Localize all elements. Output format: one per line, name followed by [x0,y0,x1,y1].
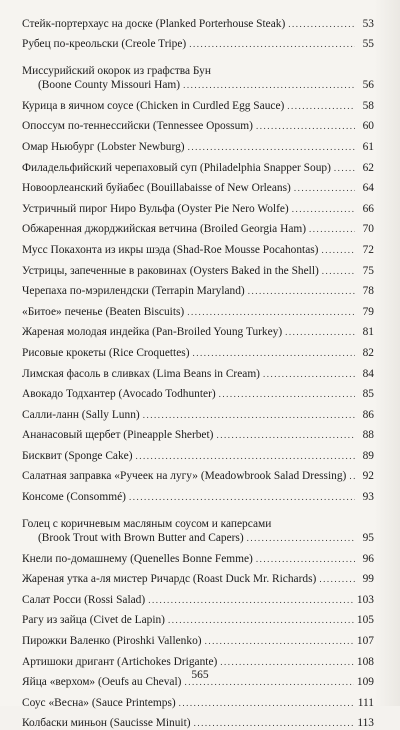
toc-entry [22,133,374,154]
toc-entry-continuation [22,531,374,545]
toc-entry-page: 109 [356,676,374,689]
toc-entry [22,154,374,175]
dot-leader [292,205,355,214]
dot-leader [143,411,355,420]
page-edge-shadow [374,0,400,706]
toc-entry [22,381,374,402]
dot-leader [285,328,355,337]
toc-entry-title: Омар Ньюбург (Lobster Newburg) [22,140,185,153]
toc-entry [22,566,374,587]
toc-entry [22,195,374,216]
toc-entry [22,504,374,545]
toc-entry-title: Обжаренная джорджийская ветчина (Broiled Georgia Ham) [22,223,307,236]
toc-entry-title: Рагу из зайца (Civet de Lapin) [22,614,165,627]
toc-entry-page: 81 [362,326,374,339]
toc-entry-title: Ананасовый щербет (Pineapple Sherbet) [22,429,214,442]
toc-entry-continuation [22,78,374,92]
toc-entry-title: Черепаха по-мэрилендски (Terrapin Maryland) [22,285,245,298]
toc-entry-page: 92 [362,470,374,483]
toc-entry-page: 113 [357,717,374,730]
dot-leader [256,555,355,564]
toc-entry-page: 99 [362,573,374,586]
toc-entry [22,648,374,669]
toc-entry-page: 75 [362,264,374,277]
toc-entry-title: Кнели по-домашнему (Quenelles Bonne Femme) [22,552,253,565]
dot-leader [179,699,355,708]
toc-entry-title: Стейк-портерхаус на доске (Planked Porterhouse Steak) [22,17,286,30]
toc-entry [22,257,374,278]
dot-leader [263,370,355,379]
toc-entry [22,463,374,484]
toc-entry-title: Артишоки дригант (Artichokes Drigante) [22,655,218,668]
toc-entry-page: 78 [362,285,374,298]
toc-entry [22,401,374,422]
toc-entry [22,586,374,607]
toc-entry-title: Устричный пирог Ниро Вульфа (Oyster Pie Nero Wolfe) [22,202,289,215]
toc-entry [22,51,374,92]
toc-entry [22,113,374,134]
toc-entry-title: Салатная заправка «Ручеек на лугу» (Meadowbrook Salad Dressing) [22,470,347,483]
dot-leader [247,534,355,543]
toc-entry-title-continued: (Brook Trout with Brown Butter and Capers) [38,532,244,545]
dot-leader [256,122,355,131]
toc-entry [22,298,374,319]
dot-leader [205,637,354,646]
toc-entry-page: 84 [362,367,374,380]
toc-entry-title: Салли-ланн (Sally Lunn) [22,408,140,421]
dot-leader [187,308,355,317]
toc-entry-page: 111 [357,696,374,709]
toc-entry [22,442,374,463]
dot-leader [183,81,355,90]
dot-leader [192,349,355,358]
toc-entry-page: 108 [356,655,374,668]
toc-entry-page: 85 [362,388,374,401]
toc-entry-page: 66 [362,202,374,215]
page-number: 565 [191,669,209,681]
toc-entry-page: 107 [356,635,374,648]
toc-entry-title: Яйца «верхом» (Oeufs au Cheval) [22,676,182,689]
dot-leader [136,452,355,461]
dot-leader [168,616,354,625]
table-of-contents [22,10,374,730]
dot-leader [216,431,355,440]
dot-leader [148,596,354,605]
dot-leader [319,575,355,584]
toc-entry-page: 55 [362,38,374,51]
toc-entry-page: 72 [362,243,374,256]
toc-entry [22,278,374,299]
toc-entry-page: 70 [362,223,374,236]
toc-entry-title: Соус «Весна» (Sauce Printemps) [22,696,176,709]
toc-entry-page: 61 [362,140,374,153]
toc-entry-title: Консоме (Consommé) [22,491,126,504]
toc-entry-title: Курица в яичном соусе (Chicken in Curdled Egg Sauce) [22,99,285,112]
toc-entry-title: Бисквит (Sponge Cake) [22,449,133,462]
dot-leader [188,143,355,152]
toc-entry-title: Жареная утка а-ля мистер Ричардс (Roast Duck Mr. Richards) [22,573,317,586]
toc-entry [22,175,374,196]
toc-entry-title: Миссурийский окорок из графства Бун [22,65,211,78]
toc-entry-title: Салат Росси (Rossi Salad) [22,593,146,606]
toc-entry [22,607,374,628]
toc-entry-title: Устрицы, запеченные в раковинах (Oysters Baked in the Shell) [22,264,319,277]
toc-entry-title: Опоссум по-теннессийски (Tennessee Opossum) [22,120,253,133]
toc-entry-page: 60 [362,120,374,133]
toc-entry-title: Колбаски миньон (Saucisse Minuit) [22,717,191,730]
toc-entry [22,422,374,443]
dot-leader [294,184,355,193]
toc-entry-page: 105 [356,614,374,627]
dot-leader [334,164,355,173]
toc-entry-title: Новоорлеанский буйабес (Bouillabaisse of New Orleans) [22,182,291,195]
dot-leader [220,658,354,667]
dot-leader [322,267,355,276]
dot-leader [349,472,355,481]
dot-leader [194,719,355,728]
dot-leader [309,225,355,234]
toc-entry-title: Лимская фасоль в сливках (Lima Beans in Cream) [22,367,260,380]
toc-entry [22,339,374,360]
toc-entry-title: Рисовые крокеты (Rice Croquettes) [22,346,190,359]
toc-entry [22,710,374,730]
toc-entry-page: 103 [356,593,374,606]
toc-entry-page: 82 [362,346,374,359]
toc-entry-title: Жареная молодая индейка (Pan-Broiled Young Turkey) [22,326,283,339]
toc-entry-page: 86 [362,408,374,421]
toc-entry [22,689,374,710]
toc-entry-page: 58 [362,99,374,112]
toc-entry-title: «Битое» печенье (Beaten Biscuits) [22,305,185,318]
toc-entry-title: Рубец по-креольски (Creole Tripe) [22,38,187,51]
toc-entry-page: 95 [362,532,374,545]
dot-leader [321,246,355,255]
toc-entry [22,92,374,113]
dot-leader [219,390,355,399]
toc-entry-title-continued: (Boone County Missouri Ham) [38,79,181,92]
toc-entry [22,545,374,566]
toc-entry [22,216,374,237]
toc-entry-page: 89 [362,449,374,462]
toc-entry [22,319,374,340]
toc-entry-page: 53 [362,17,374,30]
toc-entry-title: Мусс Покахонта из икры шэда (Shad-Roe Mousse Pocahontas) [22,243,319,256]
toc-entry-page: 62 [362,161,374,174]
toc-entry [22,236,374,257]
toc-entry [22,627,374,648]
toc-entry-page: 88 [362,429,374,442]
toc-entry-title: Филадельфийский черепаховый суп (Philadelphia Snapper Soup) [22,161,331,174]
toc-entry-page: 64 [362,182,374,195]
dot-leader [248,287,355,296]
dot-leader [129,493,355,502]
toc-entry-title: Авокадо Тодхантер (Avocado Todhunter) [22,388,216,401]
toc-entry-page: 96 [362,552,374,565]
toc-entry-title: Пирожки Валенко (Piroshki Vallenko) [22,635,202,648]
toc-entry-page: 93 [362,491,374,504]
toc-entry [22,31,374,52]
dot-leader [288,20,355,29]
toc-entry-title: Голец с коричневым масляным соусом и каперсами [22,518,272,531]
dot-leader [189,40,355,49]
toc-entry [22,10,374,31]
toc-entry [22,360,374,381]
toc-entry-page: 79 [362,305,374,318]
dot-leader [287,102,355,111]
toc-entry-page: 56 [362,79,374,92]
toc-entry [22,483,374,504]
